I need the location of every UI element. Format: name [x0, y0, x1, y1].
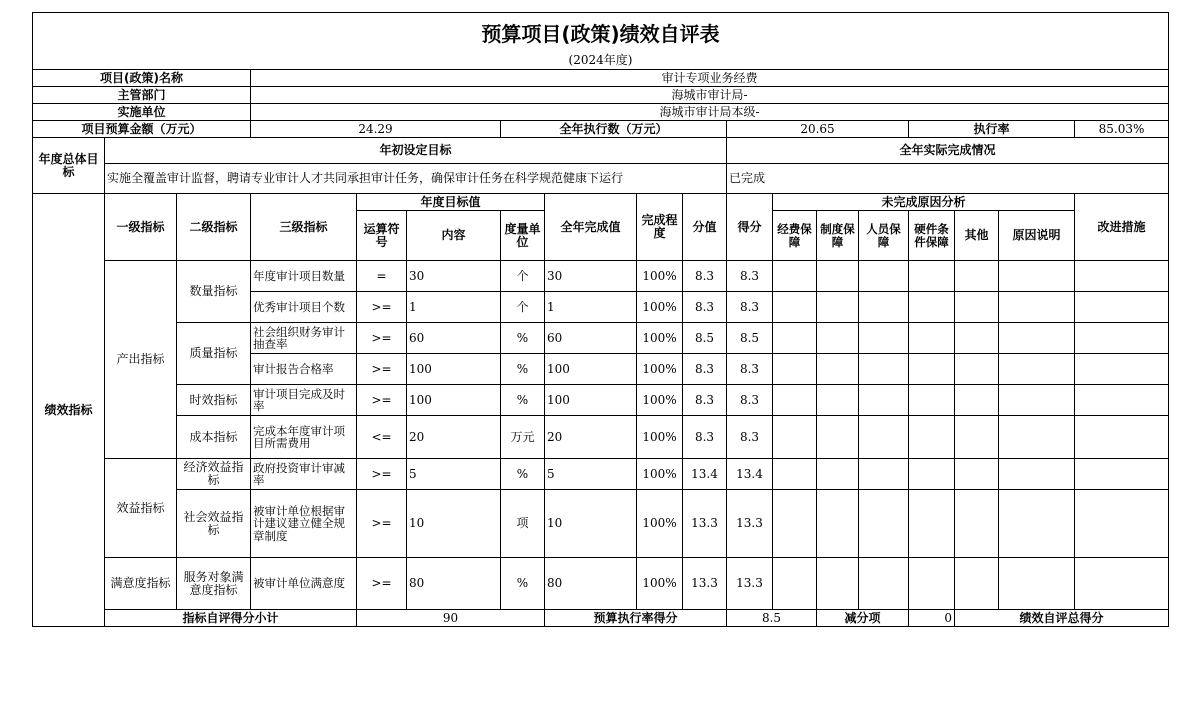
score-cell: 8.3	[727, 385, 773, 416]
empty-cell	[1075, 490, 1169, 558]
empty-cell	[909, 416, 955, 459]
budget-score-value: 8.5	[727, 610, 817, 627]
unit-cell: 个	[501, 292, 545, 323]
group-satisfaction: 满意度指标	[105, 558, 177, 610]
empty-cell	[909, 385, 955, 416]
reason-hardware-header: 硬件条件保障	[909, 211, 955, 261]
unit-label: 实施单位	[33, 104, 251, 121]
l2-cell: 服务对象满意度指标	[177, 558, 251, 610]
year-value-header: 全年完成值	[545, 194, 637, 261]
value-cell: 20	[545, 416, 637, 459]
score-cell: 8.3	[727, 292, 773, 323]
empty-cell	[955, 416, 999, 459]
completion-cell: 100%	[637, 385, 683, 416]
level3-header: 三级指标	[251, 194, 357, 261]
completion-cell: 100%	[637, 354, 683, 385]
operator-cell: >=	[357, 292, 407, 323]
unit-cell: 项	[501, 490, 545, 558]
project-name-value: 审计专项业务经费	[251, 70, 1169, 87]
l2-cell: 时效指标	[177, 385, 251, 416]
empty-cell	[1075, 354, 1169, 385]
operator-cell: >=	[357, 323, 407, 354]
content-header: 内容	[407, 211, 501, 261]
empty-cell	[859, 385, 909, 416]
empty-cell	[999, 558, 1075, 610]
reason-system-header: 制度保障	[817, 211, 859, 261]
actual-label: 全年实际完成情况	[727, 138, 1169, 164]
empty-cell	[1075, 459, 1169, 490]
empty-cell	[909, 261, 955, 292]
empty-cell	[817, 558, 859, 610]
empty-cell	[955, 292, 999, 323]
empty-cell	[1075, 416, 1169, 459]
fiscal-year: (2024年度)	[33, 51, 1169, 70]
empty-cell	[817, 490, 859, 558]
unit-cell: %	[501, 459, 545, 490]
empty-cell	[955, 323, 999, 354]
content-cell: 30	[407, 261, 501, 292]
group-output: 产出指标	[105, 261, 177, 459]
deduction-value: 0	[909, 610, 955, 627]
level2-header: 二级指标	[177, 194, 251, 261]
empty-cell	[817, 261, 859, 292]
value-cell: 30	[545, 261, 637, 292]
content-cell: 80	[407, 558, 501, 610]
exec-rate-value: 85.03%	[1075, 121, 1169, 138]
points-cell: 8.3	[683, 261, 727, 292]
l3-cell: 审计项目完成及时率	[251, 385, 357, 416]
score-cell: 13.3	[727, 558, 773, 610]
content-cell: 60	[407, 323, 501, 354]
points-cell: 8.5	[683, 323, 727, 354]
empty-cell	[955, 385, 999, 416]
executed-value: 20.65	[727, 121, 909, 138]
reason-funding-header: 经费保障	[773, 211, 817, 261]
empty-cell	[859, 459, 909, 490]
target-header: 年度目标值	[357, 194, 545, 211]
score-cell: 13.4	[727, 459, 773, 490]
l3-cell: 政府投资审计审减率	[251, 459, 357, 490]
empty-cell	[999, 323, 1075, 354]
empty-cell	[909, 490, 955, 558]
reason-explain-header: 原因说明	[999, 211, 1075, 261]
empty-cell	[955, 459, 999, 490]
indicators-label: 绩效指标	[33, 194, 105, 627]
page-title: 预算项目(政策)绩效自评表	[33, 13, 1169, 52]
operator-cell: =	[357, 261, 407, 292]
points-cell: 8.3	[683, 292, 727, 323]
deduction-label: 减分项	[817, 610, 909, 627]
empty-cell	[1075, 385, 1169, 416]
exec-rate-label: 执行率	[909, 121, 1075, 138]
completion-cell: 100%	[637, 459, 683, 490]
l2-cell: 质量指标	[177, 323, 251, 385]
score-cell: 8.3	[727, 354, 773, 385]
empty-cell	[859, 490, 909, 558]
empty-cell	[773, 558, 817, 610]
content-cell: 1	[407, 292, 501, 323]
value-cell: 60	[545, 323, 637, 354]
operator-cell: >=	[357, 459, 407, 490]
empty-cell	[955, 490, 999, 558]
subtotal-value: 90	[357, 610, 545, 627]
empty-cell	[817, 416, 859, 459]
score-header: 得分	[727, 194, 773, 261]
budget-label: 项目预算金额（万元）	[33, 121, 251, 138]
department-label: 主管部门	[33, 87, 251, 104]
reason-staff-header: 人员保障	[859, 211, 909, 261]
operator-cell: >=	[357, 490, 407, 558]
operator-cell: >=	[357, 558, 407, 610]
annual-goal-label: 年度总体目标	[33, 138, 105, 194]
content-cell: 5	[407, 459, 501, 490]
score-cell: 8.5	[727, 323, 773, 354]
empty-cell	[1075, 558, 1169, 610]
empty-cell	[909, 558, 955, 610]
reason-other-header: 其他	[955, 211, 999, 261]
l3-cell: 社会组织财务审计抽查率	[251, 323, 357, 354]
l2-cell: 经济效益指标	[177, 459, 251, 490]
content-cell: 100	[407, 354, 501, 385]
value-cell: 10	[545, 490, 637, 558]
completion-cell: 100%	[637, 323, 683, 354]
completion-cell: 100%	[637, 416, 683, 459]
evaluation-form	[32, 12, 1168, 627]
empty-cell	[817, 354, 859, 385]
empty-cell	[999, 354, 1075, 385]
completion-cell: 100%	[637, 292, 683, 323]
empty-cell	[999, 292, 1075, 323]
empty-cell	[999, 490, 1075, 558]
empty-cell	[999, 261, 1075, 292]
score-cell: 13.3	[727, 490, 773, 558]
points-cell: 13.3	[683, 558, 727, 610]
empty-cell	[955, 354, 999, 385]
executed-label: 全年执行数（万元）	[501, 121, 727, 138]
empty-cell	[999, 385, 1075, 416]
empty-cell	[999, 459, 1075, 490]
empty-cell	[773, 490, 817, 558]
total-label: 绩效自评总得分	[955, 610, 1169, 627]
l2-cell: 社会效益指标	[177, 490, 251, 558]
goal-text: 实施全覆盖审计监督，聘请专业审计人才共同承担审计任务，确保审计任务在科学规范健康下运行	[105, 164, 727, 194]
completion-cell: 100%	[637, 558, 683, 610]
empty-cell	[817, 385, 859, 416]
empty-cell	[1075, 292, 1169, 323]
operator-cell: <=	[357, 416, 407, 459]
empty-cell	[999, 416, 1075, 459]
initial-goal-label: 年初设定目标	[105, 138, 727, 164]
unit-cell: 个	[501, 261, 545, 292]
empty-cell	[859, 261, 909, 292]
unit-cell: 万元	[501, 416, 545, 459]
subtotal-label: 指标自评得分小计	[105, 610, 357, 627]
completion-cell: 100%	[637, 261, 683, 292]
empty-cell	[773, 261, 817, 292]
content-cell: 20	[407, 416, 501, 459]
empty-cell	[909, 323, 955, 354]
l3-cell: 审计报告合格率	[251, 354, 357, 385]
unit-cell: %	[501, 323, 545, 354]
empty-cell	[817, 292, 859, 323]
empty-cell	[955, 558, 999, 610]
l3-cell: 被审计单位满意度	[251, 558, 357, 610]
empty-cell	[859, 354, 909, 385]
empty-cell	[773, 459, 817, 490]
empty-cell	[955, 261, 999, 292]
unit-cell: %	[501, 354, 545, 385]
operator-header: 运算符号	[357, 211, 407, 261]
completion-header: 完成程度	[637, 194, 683, 261]
points-header: 分值	[683, 194, 727, 261]
points-cell: 13.3	[683, 490, 727, 558]
budget-score-label: 预算执行率得分	[545, 610, 727, 627]
score-cell: 8.3	[727, 261, 773, 292]
unit-cell: %	[501, 385, 545, 416]
unit-measure-header: 度量单位	[501, 211, 545, 261]
l3-cell: 完成本年度审计项目所需费用	[251, 416, 357, 459]
value-cell: 1	[545, 292, 637, 323]
content-cell: 10	[407, 490, 501, 558]
completion-cell: 100%	[637, 490, 683, 558]
actual-text: 已完成	[727, 164, 1169, 194]
evaluation-table	[32, 12, 1169, 627]
reasons-header: 未完成原因分析	[773, 194, 1075, 211]
l3-cell: 被审计单位根据审计建议建立健全规章制度	[251, 490, 357, 558]
unit-cell: %	[501, 558, 545, 610]
budget-value: 24.29	[251, 121, 501, 138]
empty-cell	[909, 292, 955, 323]
value-cell: 100	[545, 385, 637, 416]
empty-cell	[859, 292, 909, 323]
empty-cell	[1075, 323, 1169, 354]
group-benefit: 效益指标	[105, 459, 177, 558]
value-cell: 5	[545, 459, 637, 490]
empty-cell	[1075, 261, 1169, 292]
empty-cell	[773, 292, 817, 323]
value-cell: 100	[545, 354, 637, 385]
l2-cell: 成本指标	[177, 416, 251, 459]
empty-cell	[773, 354, 817, 385]
empty-cell	[909, 354, 955, 385]
empty-cell	[909, 459, 955, 490]
l2-cell: 数量指标	[177, 261, 251, 323]
content-cell: 100	[407, 385, 501, 416]
project-name-label: 项目(政策)名称	[33, 70, 251, 87]
points-cell: 8.3	[683, 385, 727, 416]
l3-cell: 优秀审计项目个数	[251, 292, 357, 323]
empty-cell	[859, 558, 909, 610]
empty-cell	[859, 416, 909, 459]
points-cell: 8.3	[683, 354, 727, 385]
empty-cell	[773, 416, 817, 459]
empty-cell	[817, 459, 859, 490]
unit-value: 海城市审计局本级-	[251, 104, 1169, 121]
value-cell: 80	[545, 558, 637, 610]
level1-header: 一级指标	[105, 194, 177, 261]
points-cell: 8.3	[683, 416, 727, 459]
points-cell: 13.4	[683, 459, 727, 490]
empty-cell	[859, 323, 909, 354]
empty-cell	[773, 323, 817, 354]
empty-cell	[817, 323, 859, 354]
empty-cell	[773, 385, 817, 416]
l3-cell: 年度审计项目数量	[251, 261, 357, 292]
improve-header: 改进措施	[1075, 194, 1169, 261]
department-value: 海城市审计局-	[251, 87, 1169, 104]
operator-cell: >=	[357, 385, 407, 416]
score-cell: 8.3	[727, 416, 773, 459]
operator-cell: >=	[357, 354, 407, 385]
